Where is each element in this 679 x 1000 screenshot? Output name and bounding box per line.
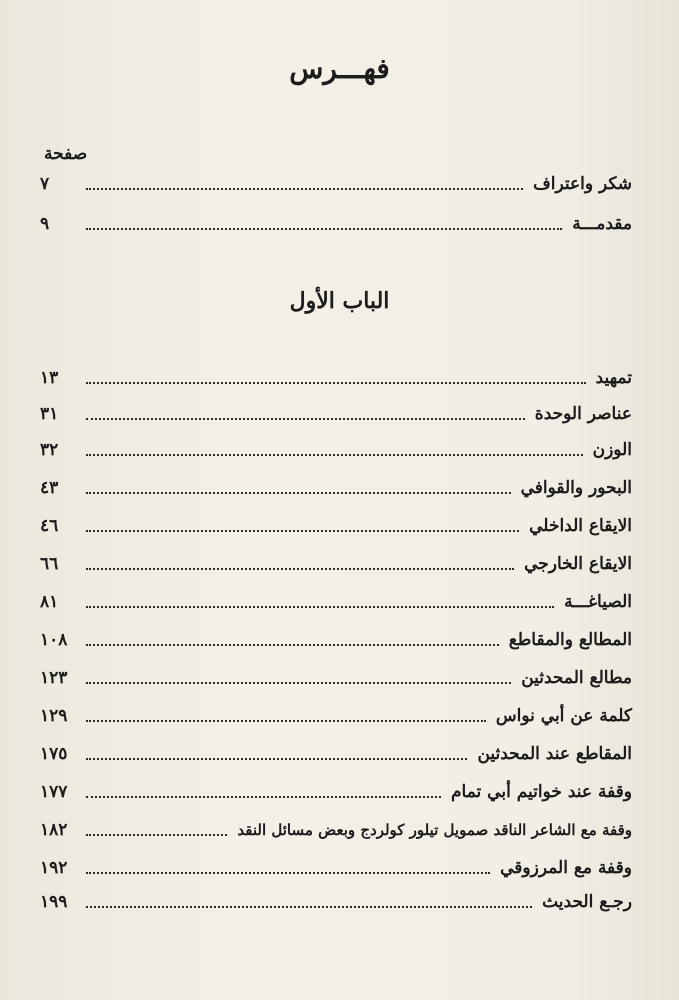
- dot-leader: [86, 454, 583, 456]
- toc-entry: [40, 360, 632, 390]
- toc-entry-label: وقفة مع الشاعر الناقد صمويل تيلور كولردج وبعض مسائل النقد: [237, 821, 632, 839]
- toc-entry: [40, 432, 632, 462]
- toc-entry-page: ١٩٢: [40, 858, 68, 878]
- toc-entry-label: الايقاع الداخلي: [529, 516, 632, 536]
- toc-entry-label: عناصر الوحدة: [534, 404, 632, 424]
- toc-entry-page: ٧: [40, 174, 50, 194]
- toc-entry-page: ١٧٧: [40, 782, 68, 802]
- toc-entry-page: ٣١: [40, 404, 59, 424]
- dot-leader: [86, 796, 441, 798]
- toc-entry-page: ١٩٩: [40, 892, 68, 912]
- dot-leader: [86, 906, 532, 908]
- toc-entry-label: المطالع والمقاطع: [508, 630, 632, 650]
- page-column-header: صفحة: [44, 144, 88, 164]
- page-title: فهـــرس: [289, 52, 390, 85]
- toc-entry-label: البحور والقوافي: [520, 478, 632, 498]
- dot-leader: [86, 644, 499, 646]
- toc-entry-page: ٣٢: [40, 440, 59, 460]
- toc-entry: [40, 166, 632, 196]
- dot-leader: [86, 720, 486, 722]
- toc-entry: [40, 698, 632, 728]
- dot-leader: [86, 872, 490, 874]
- dot-leader: [86, 228, 562, 230]
- toc-entry: [40, 508, 632, 538]
- toc-entry-label: تمهيد: [595, 368, 632, 388]
- dot-leader: [86, 568, 514, 570]
- toc-entry-page: ١٢٩: [40, 706, 68, 726]
- toc-entry-page: ٤٣: [40, 478, 59, 498]
- toc-entry-page: ٤٦: [40, 516, 59, 536]
- toc-entry: [40, 396, 632, 426]
- toc-entry-page: ٨١: [40, 592, 59, 612]
- toc-entry-page: ١٨٢: [40, 820, 68, 840]
- toc-entry: [40, 884, 632, 914]
- dot-leader: [86, 758, 467, 760]
- toc-entry-page: ٦٦: [40, 554, 59, 574]
- toc-entry-label: شكر واعتراف: [533, 174, 632, 194]
- toc-entry-label: رجـع الحديث: [542, 892, 632, 912]
- toc-entry-label: مقدمـــة: [572, 214, 632, 234]
- toc-entry: [40, 584, 632, 614]
- toc-entry-page: ١٠٨: [40, 630, 68, 650]
- toc-entry-label: الصياغـــة: [564, 592, 632, 612]
- toc-entry-label: وقفة مع المرزوقي: [500, 858, 632, 878]
- toc-entry-page: ١٣: [40, 368, 59, 388]
- toc-entry: [40, 812, 632, 842]
- toc-entry-page: ٩: [40, 214, 50, 234]
- dot-leader: [86, 682, 511, 684]
- toc-entry: [40, 470, 632, 500]
- toc-entry-label: كلمة عن أبي نواس: [495, 706, 632, 726]
- toc-entry-page: ١٧٥: [40, 744, 68, 764]
- toc-entry: [40, 206, 632, 236]
- toc-entry-label: الايقاع الخارجي: [524, 554, 632, 574]
- toc-entry: [40, 774, 632, 804]
- dot-leader: [86, 606, 554, 608]
- dot-leader: [86, 188, 523, 190]
- toc-entry: [40, 622, 632, 652]
- dot-leader: [86, 530, 519, 532]
- toc-entry-label: الوزن: [592, 440, 632, 460]
- section-title: الباب الأول: [289, 288, 390, 314]
- dot-leader: [86, 834, 227, 836]
- toc-entry: [40, 660, 632, 690]
- toc-entry-label: المقاطع عند المحدثين: [477, 744, 632, 764]
- toc-entry-page: ١٢٣: [40, 668, 68, 688]
- toc-entry: [40, 850, 632, 880]
- dot-leader: [86, 492, 511, 494]
- dot-leader: [86, 382, 586, 384]
- dot-leader: [86, 418, 525, 420]
- toc-entry: [40, 546, 632, 576]
- toc-entry-label: مطالع المحدثين: [521, 668, 632, 688]
- toc-entry: [40, 736, 632, 766]
- toc-entry-label: وقفة عند خواتيم أبي تمام: [451, 782, 632, 802]
